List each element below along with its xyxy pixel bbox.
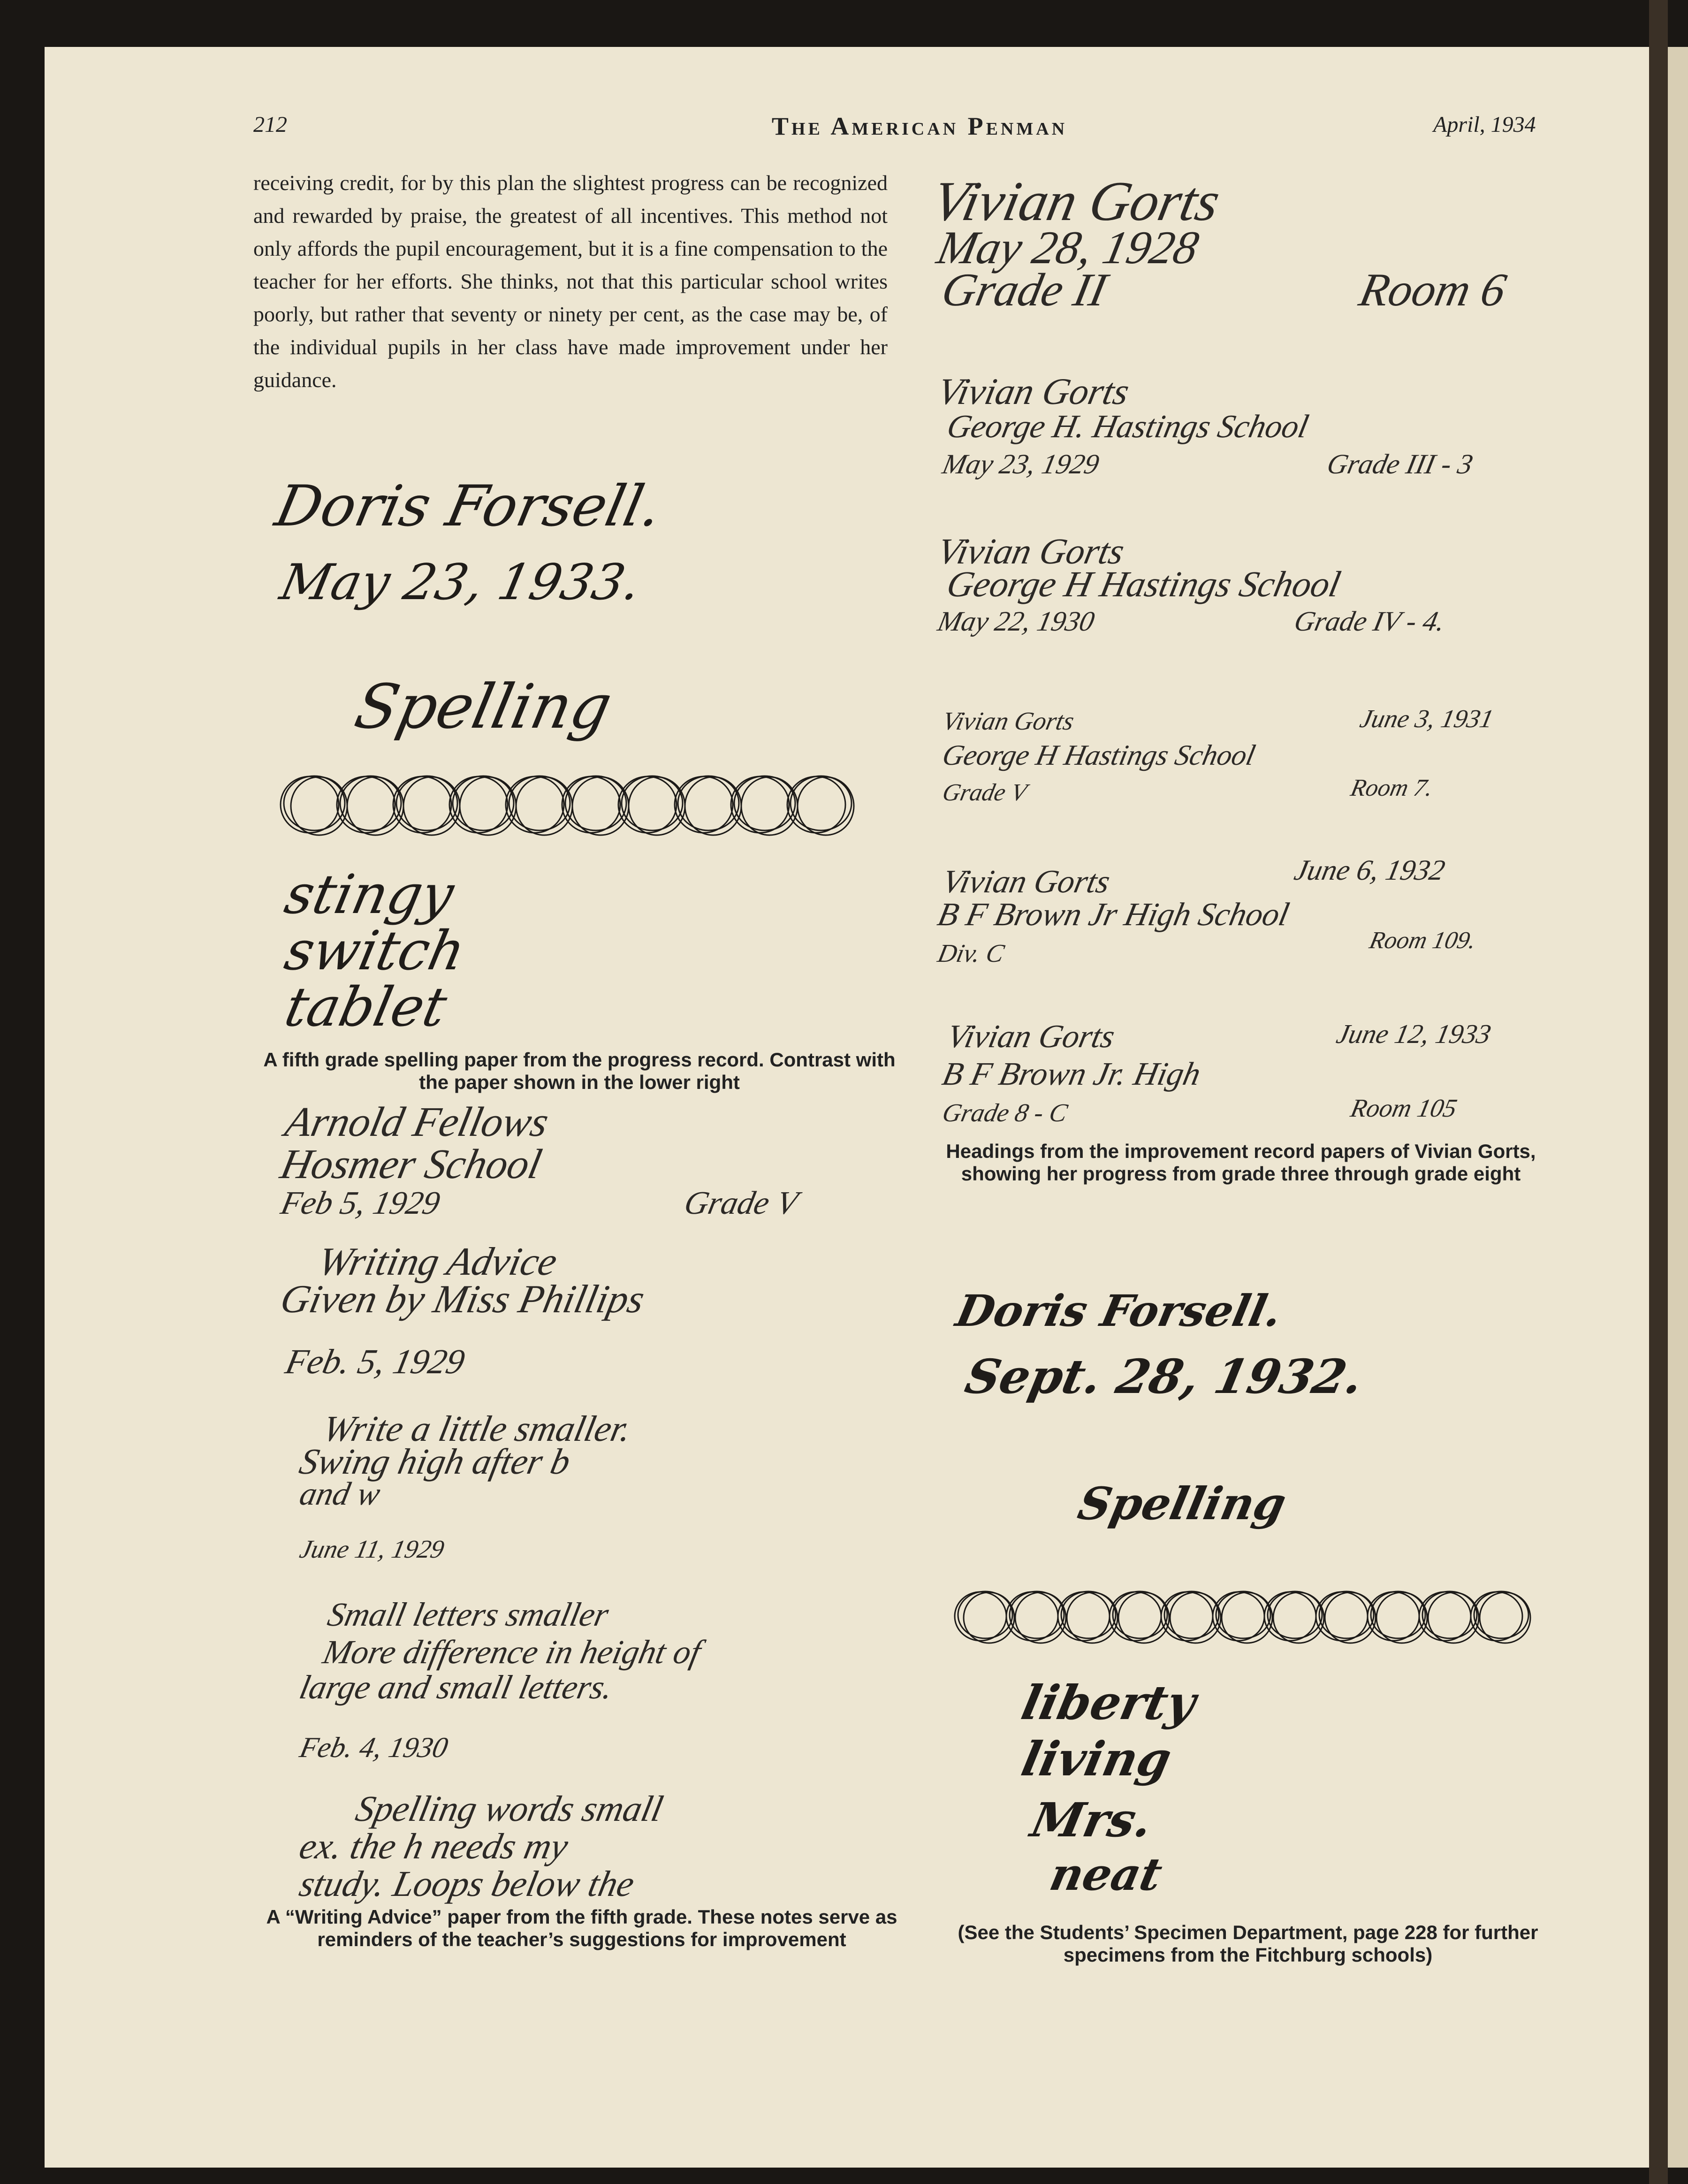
advice-heading-grade: Grade V	[681, 1185, 801, 1221]
advice-note-3-line-1: Spelling words small	[352, 1788, 667, 1829]
heading-1932-school: B F Brown Jr High School	[934, 897, 1293, 933]
spelling-1933-word-2: switch	[279, 920, 471, 982]
journal-title: The American Penman	[771, 112, 1068, 140]
heading-1929-date: May 23, 1929	[940, 449, 1102, 479]
heading-1933-grade: Grade 8 - C	[940, 1098, 1070, 1127]
heading-1929-grade: Grade III - 3	[1324, 449, 1476, 479]
advice-date-2: June 11, 1929	[297, 1535, 447, 1563]
next-page-edge	[1668, 47, 1688, 2168]
advice-note-1-line-3: and w	[296, 1476, 384, 1512]
heading-1928-room: Room 6	[1355, 264, 1511, 316]
advice-date-3: Feb. 4, 1930	[297, 1732, 451, 1764]
heading-1932-div: Div. C	[935, 939, 1007, 967]
spelling-1932-word-2: living	[1017, 1731, 1177, 1787]
heading-1930-grade: Grade IV - 4.	[1292, 606, 1448, 637]
heading-1933-room: Room 105	[1348, 1094, 1460, 1122]
spelling-1932-date: Sept. 28, 1932.	[960, 1349, 1369, 1404]
spelling-1932-name: Doris Forsell.	[951, 1286, 1287, 1336]
heading-1930-date: May 22, 1930	[935, 606, 1097, 637]
heading-1930-name: Vivian Gorts	[934, 531, 1128, 571]
heading-1932-room: Room 109.	[1367, 927, 1479, 954]
ovals-drill-1933	[277, 765, 868, 845]
caption-headings: Headings from the improvement record papers of Vivian Gorts, showing her progress from grade three through grade eight	[946, 1140, 1536, 1185]
heading-1933-school: B F Brown Jr. High	[939, 1056, 1204, 1092]
heading-1929-school: George H. Hastings School	[943, 409, 1312, 445]
advice-note-3-line-3: study. Loops below the	[296, 1863, 639, 1904]
caption-specimen-note: (See the Students’ Specimen Department, page 228 for further specimens from the Fitchburg schools)	[958, 1921, 1538, 1966]
spelling-1933-word-1: stingy	[279, 863, 459, 926]
spelling-1932-word-3: Mrs.	[1026, 1792, 1158, 1848]
advice-note-2-line-2: More difference in height of	[319, 1633, 705, 1671]
heading-1930-school: George H Hastings School	[943, 563, 1344, 604]
spelling-1932-subject: Spelling	[1073, 1478, 1291, 1530]
heading-1929-name: Vivian Gorts	[934, 371, 1133, 412]
advice-title-line-2: Given by Miss Phillips	[277, 1277, 648, 1321]
heading-1932-name: Vivian Gorts	[939, 864, 1113, 900]
spelling-1932-word-1: liberty	[1017, 1675, 1201, 1730]
spelling-1932-word-4: neat	[1045, 1849, 1167, 1901]
heading-1931-date: June 3, 1931	[1357, 704, 1497, 733]
spelling-1933-date: May 23, 1933.	[275, 554, 646, 611]
advice-note-3-line-2: ex. the h needs my	[296, 1826, 572, 1866]
heading-1932-date: June 6, 1932	[1291, 854, 1448, 886]
heading-1933-date: June 12, 1933	[1334, 1019, 1494, 1049]
advice-heading-date: Feb 5, 1929	[277, 1185, 443, 1221]
heading-1933-name: Vivian Gorts	[943, 1019, 1118, 1055]
advice-note-2-line-3: large and small letters.	[296, 1668, 616, 1706]
advice-heading-school: Hosmer School	[276, 1141, 546, 1187]
heading-1931-grade: Grade V	[940, 779, 1029, 806]
advice-note-2-line-1: Small letters smaller	[324, 1596, 612, 1633]
advice-note-1-line-1: Write a little smaller.	[319, 1408, 635, 1449]
ovals-drill-1932	[952, 1581, 1562, 1651]
book-spine	[1649, 0, 1668, 2184]
heading-1928-name: Vivian Gorts	[927, 170, 1225, 232]
advice-date-1: Feb. 5, 1929	[282, 1342, 469, 1381]
heading-1928-date: May 28, 1928	[933, 221, 1203, 274]
heading-1928-grade: Grade II	[937, 264, 1111, 316]
spelling-1933-word-3: tablet	[279, 976, 452, 1039]
heading-1931-room: Room 7.	[1348, 775, 1436, 801]
heading-1931-name: Vivian Gorts	[940, 707, 1077, 735]
advice-note-1-line-2: Swing high after b	[296, 1441, 574, 1482]
advice-title-line-1: Writing Advice	[314, 1240, 561, 1284]
spelling-1933-name: Doris Forsell.	[270, 474, 668, 539]
spelling-1933-subject: Spelling	[349, 671, 618, 742]
intro-paragraph: receiving credit, for by this plan the slightest progress can be recognized and rewarded by praise, the greatest of all incentives. This method not only affords the pupil encouragement, but it is a fine compensation to the teacher for her efforts. She thinks, not that this particular school writes poorly, but rather that seventy or ninety per cent, as the case may be, of the individual pupils in her class have made improvement under her guidance.	[253, 171, 888, 392]
issue-date: April, 1934	[1433, 112, 1536, 137]
caption-spelling-paper: A fifth grade spelling paper from the progress record. Contrast with the paper shown in the lower right	[263, 1049, 896, 1093]
caption-writing-advice: A “Writing Advice” paper from the fifth grade. These notes serve as reminders of the teacher’s suggestions for improvement	[266, 1906, 897, 1950]
heading-1931-school: George H Hastings School	[939, 739, 1258, 771]
advice-heading-name: Arnold Fellows	[281, 1099, 553, 1145]
page-number: 212	[253, 112, 287, 137]
